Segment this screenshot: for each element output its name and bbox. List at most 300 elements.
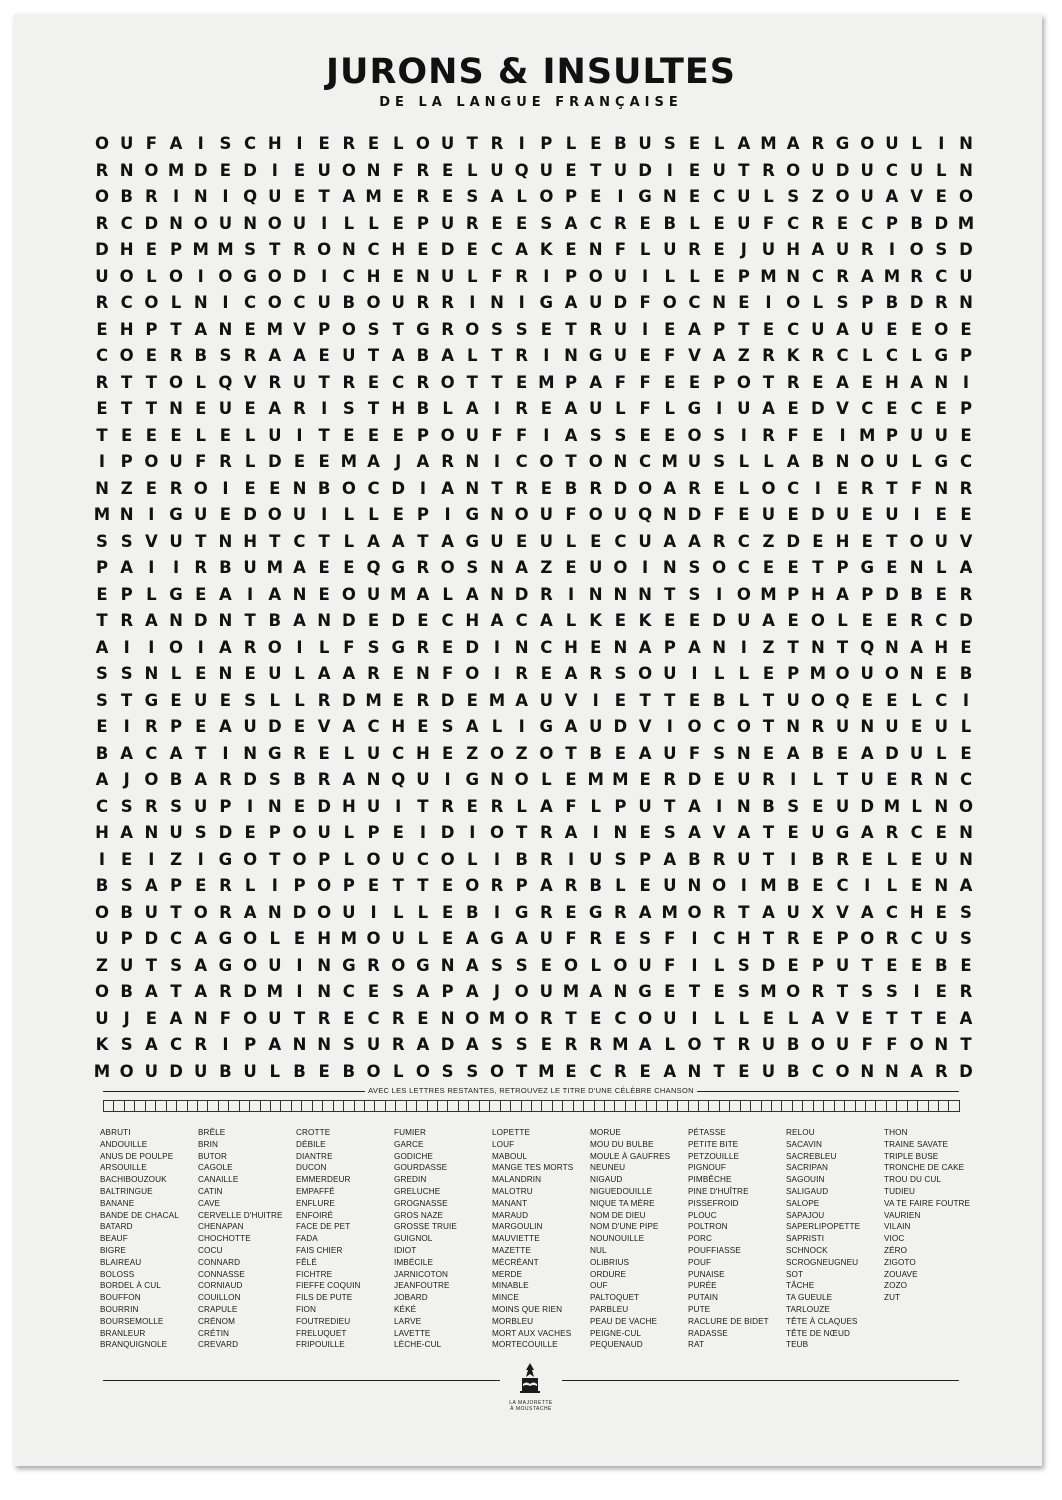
grid-letter: U: [243, 558, 257, 577]
grid-letter: R: [120, 611, 134, 630]
grid-letter: T: [417, 876, 429, 895]
grid-letter: T: [195, 531, 207, 551]
grid-letter: U: [761, 505, 776, 524]
grid-letter: F: [614, 372, 627, 392]
grid-letter: L: [516, 187, 527, 206]
grid-letter: E: [96, 717, 108, 736]
grid-row: [94, 134, 973, 161]
grid-letter: E: [713, 478, 725, 498]
word-list-item: JEANFOUTRE: [394, 1281, 450, 1291]
grid-letter: R: [391, 1008, 405, 1028]
grid-letter: L: [590, 796, 601, 816]
grid-letter: I: [691, 664, 698, 683]
grid-letter: N: [934, 372, 949, 392]
grid-letter: E: [417, 240, 429, 259]
grid-letter: L: [738, 1008, 750, 1028]
grid-letter: I: [197, 637, 204, 657]
grid-letter: S: [170, 796, 182, 816]
grid-letter: T: [96, 611, 108, 630]
grid-letter: R: [564, 876, 578, 895]
grid-letter: H: [391, 399, 406, 418]
word-list-item: FRIPOUILLE: [296, 1340, 345, 1350]
grid-letter: J: [395, 452, 402, 471]
grid-letter: S: [614, 425, 627, 445]
grid-letter: P: [170, 717, 183, 736]
grid-letter: U: [194, 1061, 208, 1081]
grid-letter: T: [812, 558, 824, 577]
word-list-item: FAIS CHIER: [296, 1245, 343, 1255]
grid-letter: O: [860, 452, 875, 471]
grid-letter: S: [688, 558, 701, 577]
word-list-item: PEQUENAUD: [590, 1340, 643, 1350]
grid-letter: O: [366, 849, 381, 869]
grid-letter: Q: [835, 690, 850, 710]
grid-letter: C: [861, 399, 874, 418]
word-list-item: TRIPLE BUSE: [884, 1151, 939, 1161]
grid-row: [94, 902, 972, 930]
grid-letter: E: [491, 213, 503, 233]
grid-letter: E: [441, 637, 454, 657]
grid-letter: A: [638, 1035, 652, 1054]
grid-letter: B: [762, 796, 775, 816]
grid-letter: C: [95, 796, 109, 816]
word-list-item: MALOTRU: [492, 1186, 533, 1196]
grid-letter: K: [539, 240, 553, 259]
grid-letter: Q: [218, 372, 233, 392]
grid-row: [98, 452, 973, 479]
grid-letter: E: [935, 505, 947, 524]
grid-letter: U: [835, 505, 850, 524]
grid-letter: U: [440, 213, 455, 233]
grid-letter: I: [790, 770, 797, 789]
grid-letter: U: [934, 717, 949, 736]
grid-letter: R: [145, 187, 158, 206]
grid-letter: L: [417, 929, 429, 948]
grid-letter: E: [664, 982, 676, 1001]
grid-letter: A: [663, 478, 677, 498]
grid-letter: N: [736, 743, 751, 763]
grid-letter: C: [169, 1035, 183, 1054]
grid-letter: P: [342, 876, 355, 895]
grid-letter: M: [266, 558, 283, 577]
grid-letter: V: [836, 399, 849, 418]
grid-letter: U: [663, 240, 677, 259]
grid-letter: F: [565, 796, 577, 816]
grid-letter: I: [123, 717, 130, 736]
grid-letter: O: [736, 372, 751, 392]
grid-letter: O: [341, 319, 356, 339]
grid-letter: S: [219, 346, 232, 365]
grid-letter: O: [193, 902, 208, 922]
word-list-item: PURÉE: [688, 1281, 717, 1291]
grid-letter: T: [318, 425, 330, 445]
grid-letter: E: [812, 372, 824, 392]
grid-letter: C: [935, 690, 948, 710]
grid-letter: H: [885, 372, 899, 392]
grid-letter: M: [957, 213, 975, 233]
grid-letter: T: [664, 796, 676, 816]
grid-letter: T: [195, 743, 207, 763]
word-list-item: SAPRISTI: [786, 1234, 825, 1244]
grid-letter: U: [712, 160, 726, 180]
grid-letter: C: [367, 1008, 380, 1028]
grid-letter: A: [712, 346, 726, 365]
grid-letter: E: [417, 717, 429, 736]
grid-letter: M: [538, 1061, 555, 1081]
grid-letter: A: [959, 558, 973, 577]
grid-letter: U: [761, 240, 776, 259]
grid-letter: O: [712, 876, 727, 895]
grid-letter: R: [219, 452, 232, 471]
grid-letter: S: [737, 982, 750, 1001]
grid-letter: B: [268, 611, 282, 630]
grid-letter: R: [490, 134, 504, 153]
grid-letter: E: [145, 478, 157, 498]
grid-letter: D: [193, 611, 208, 630]
grid-letter: E: [318, 346, 330, 365]
grid-letter: H: [119, 319, 134, 339]
grid-letter: E: [293, 929, 306, 948]
grid-letter: U: [613, 319, 628, 339]
grid-row: [95, 240, 973, 267]
grid-letter: A: [910, 637, 924, 657]
grid-letter: O: [391, 955, 406, 975]
grid-letter: A: [539, 876, 553, 895]
grid-letter: C: [244, 134, 257, 153]
grid-letter: E: [516, 372, 528, 392]
grid-letter: C: [120, 213, 133, 233]
grid-letter: E: [145, 240, 157, 259]
grid-letter: U: [860, 160, 874, 180]
grid-letter: R: [539, 584, 553, 604]
grid-letter: U: [835, 717, 850, 736]
grid-letter: I: [296, 955, 303, 975]
grid-letter: R: [441, 319, 454, 339]
grid-letter: P: [416, 425, 429, 445]
grid-letter: T: [269, 531, 281, 551]
word-list-item: ORDURE: [590, 1269, 627, 1279]
grid-letter: E: [219, 160, 232, 180]
grid-letter: S: [466, 187, 479, 206]
grid-letter: N: [885, 637, 899, 657]
grid-letter: E: [861, 505, 873, 524]
grid-letter: B: [935, 955, 948, 975]
grid-letter: G: [144, 690, 159, 710]
grid-letter: T: [762, 690, 775, 710]
grid-letter: N: [934, 876, 949, 895]
grid-letter: O: [267, 293, 282, 312]
grid-letter: E: [861, 1008, 873, 1028]
grid-letter: R: [293, 240, 306, 259]
word-list-item: CATIN: [198, 1186, 223, 1196]
grid-letter: N: [514, 637, 529, 657]
grid-letter: O: [613, 955, 628, 975]
grid-letter: C: [737, 531, 750, 551]
grid-letter: U: [440, 266, 455, 286]
word-list-item: ANUS DE POULPE: [100, 1151, 174, 1161]
grid-letter: L: [343, 743, 355, 763]
grid-letter: R: [934, 1061, 948, 1081]
grid-letter: D: [712, 611, 726, 630]
grid-letter: T: [269, 240, 281, 259]
grid-letter: O: [884, 664, 899, 683]
grid-letter: E: [392, 823, 404, 842]
grid-letter: U: [613, 266, 628, 286]
grid-letter: L: [615, 399, 626, 418]
grid-letter: N: [662, 558, 677, 577]
grid-letter: I: [493, 399, 501, 418]
grid-letter: I: [197, 849, 204, 869]
word-list-item: BOURRIN: [100, 1304, 139, 1314]
grid-letter: A: [293, 346, 306, 365]
grid-letter: E: [614, 611, 627, 630]
grid-letter: P: [170, 240, 183, 259]
grid-letter: U: [860, 319, 874, 339]
grid-letter: N: [317, 1035, 332, 1054]
grid-letter: H: [416, 743, 430, 763]
grid-letter: E: [935, 584, 947, 604]
grid-letter: E: [812, 876, 824, 895]
grid-letter: E: [590, 134, 602, 153]
grid-letter: E: [910, 849, 923, 869]
grid-letter: A: [515, 558, 529, 577]
grid-letter: A: [688, 319, 701, 339]
grid-letter: A: [120, 743, 134, 763]
grid-letter: N: [613, 452, 628, 471]
grid-letter: N: [465, 478, 480, 498]
grid-letter: O: [94, 134, 110, 153]
grid-letter: U: [292, 372, 307, 392]
grid-letter: O: [934, 319, 949, 339]
grid-letter: C: [713, 717, 726, 736]
grid-letter: E: [367, 611, 380, 630]
grid-letter: O: [736, 717, 751, 736]
grid-letter: P: [120, 929, 133, 948]
word-list-item: SALIGAUD: [786, 1186, 829, 1196]
grid-letter: B: [293, 1061, 306, 1081]
grid-letter: A: [342, 664, 356, 683]
grid-letter: E: [935, 823, 947, 842]
word-list-item: GROSSE TRUIE: [394, 1222, 457, 1232]
grid-letter: A: [342, 770, 356, 789]
grid-letter: O: [169, 372, 184, 392]
grid-letter: R: [416, 187, 430, 206]
grid-letter: M: [612, 770, 629, 789]
grid-letter: E: [195, 399, 207, 418]
grid-letter: N: [934, 770, 949, 789]
grid-letter: O: [638, 664, 653, 683]
grid-letter: A: [786, 743, 800, 763]
grid-letter: I: [567, 849, 575, 869]
grid-letter: N: [366, 160, 381, 180]
grid-letter: L: [861, 346, 873, 365]
word-list-item: SCROGNEUGNEU: [786, 1257, 859, 1267]
grid-letter: R: [811, 717, 825, 736]
word-list-item: PIMBÊCHE: [688, 1175, 732, 1185]
grid-letter: R: [885, 823, 899, 842]
grid-letter: L: [244, 876, 256, 895]
grid-letter: E: [960, 637, 972, 657]
grid-letter: E: [886, 770, 898, 789]
grid-letter: M: [859, 425, 876, 445]
grid-letter: U: [934, 531, 949, 551]
grid-letter: U: [737, 611, 751, 630]
grid-letter: I: [592, 823, 599, 842]
grid-letter: N: [218, 611, 233, 630]
grid-letter: R: [539, 823, 553, 842]
grid-letter: L: [689, 213, 700, 233]
grid-letter: U: [737, 187, 751, 206]
word-list-item: TÊTE DE NŒUD: [786, 1328, 850, 1338]
grid-letter: O: [292, 823, 307, 842]
grid-letter: E: [244, 823, 256, 842]
grid-letter: C: [861, 213, 874, 233]
grid-letter: U: [169, 823, 183, 842]
word-list-item: CERVELLE D'HUITRE: [198, 1210, 283, 1220]
grid-letter: U: [268, 664, 282, 683]
grid-letter: B: [120, 187, 133, 206]
grid-letter: N: [416, 664, 430, 683]
grid-letter: E: [318, 558, 330, 577]
grid-letter: I: [148, 849, 155, 869]
grid-letter: B: [416, 346, 430, 365]
grid-letter: S: [515, 1035, 528, 1054]
grid-letter: S: [614, 664, 627, 683]
grid-letter: L: [615, 876, 626, 895]
grid-row: [95, 293, 973, 320]
grid-letter: M: [93, 1061, 111, 1081]
grid-letter: E: [664, 611, 676, 630]
grid-letter: P: [959, 399, 973, 418]
grid-letter: S: [836, 293, 849, 312]
grid-letter: H: [391, 717, 406, 736]
word-list-item: BLAIREAU: [100, 1257, 142, 1267]
word-list-item: BRANLEUR: [100, 1328, 146, 1338]
word-list-item: FACE DE PET: [296, 1222, 351, 1232]
word-list-item: LOPETTE: [492, 1128, 531, 1137]
grid-letter: R: [169, 346, 183, 365]
grid-letter: U: [366, 584, 381, 604]
grid-letter: C: [836, 346, 849, 365]
grid-letter: I: [123, 637, 130, 657]
grid-letter: E: [392, 505, 404, 524]
grid-letter: L: [294, 664, 305, 683]
grid-letter: R: [367, 664, 380, 683]
grid-letter: H: [95, 823, 109, 842]
grid-letter: O: [712, 558, 727, 577]
grid-letter: N: [959, 823, 973, 842]
grid-letter: Q: [391, 770, 406, 789]
grid-letter: G: [638, 187, 652, 206]
grid-letter: R: [811, 346, 825, 365]
word-list-item: BANANE: [100, 1198, 135, 1208]
grid-letter: E: [219, 425, 232, 445]
grid-letter: N: [144, 823, 159, 842]
grid-letter: G: [860, 558, 875, 577]
grid-letter: R: [589, 664, 603, 683]
grid-letter: U: [539, 160, 554, 180]
grid-letter: L: [417, 902, 429, 922]
grid-letter: E: [96, 399, 108, 418]
grid-letter: S: [491, 1035, 503, 1054]
grid-letter: R: [959, 584, 973, 604]
grid-letter: N: [588, 584, 603, 604]
grid-letter: N: [292, 1035, 307, 1054]
grid-letter: E: [688, 690, 701, 710]
grid-letter: T: [886, 1008, 898, 1028]
grid-letter: U: [811, 319, 825, 339]
grid-letter: A: [737, 823, 751, 842]
grid-letter: U: [737, 399, 751, 418]
grid-letter: F: [639, 372, 651, 392]
word-list-item: BORDEL À CUL: [100, 1281, 161, 1291]
grid-row: [95, 160, 973, 188]
grid-letter: O: [564, 955, 579, 975]
word-list-item: MOU DU BULBE: [590, 1139, 654, 1149]
grid-letter: S: [491, 319, 503, 339]
grid-letter: A: [219, 637, 232, 657]
grid-letter: F: [910, 478, 923, 498]
grid-letter: F: [491, 266, 503, 286]
grid-letter: L: [467, 160, 478, 180]
grid-letter: N: [317, 982, 332, 1001]
grid-letter: N: [292, 478, 307, 498]
grid-letter: L: [763, 187, 774, 206]
grid-letter: T: [762, 372, 775, 392]
grid-letter: I: [962, 372, 970, 392]
grid-letter: O: [860, 929, 875, 948]
grid-letter: N: [613, 823, 628, 842]
grid-letter: C: [614, 1008, 627, 1028]
grid-letter: O: [366, 293, 381, 312]
word-list-item: KÉKÉ: [394, 1304, 417, 1314]
grid-letter: E: [195, 664, 207, 683]
word-list-item: NEUNEU: [590, 1163, 626, 1173]
grid-letter: I: [666, 717, 673, 736]
grid-letter: R: [539, 902, 553, 922]
grid-letter: N: [416, 266, 430, 286]
grid-letter: A: [317, 664, 331, 683]
grid-letter: T: [121, 372, 133, 392]
grid-letter: R: [367, 955, 380, 975]
grid-letter: C: [95, 346, 109, 365]
grid-letter: A: [737, 134, 751, 153]
grid-letter: E: [343, 425, 355, 445]
grid-letter: O: [588, 505, 603, 524]
grid-letter: N: [465, 452, 480, 471]
word-list-item: MORT AUX VACHES: [492, 1328, 572, 1338]
grid-letter: T: [565, 1008, 577, 1028]
grid-letter: I: [790, 849, 797, 869]
grid-letter: U: [613, 346, 628, 365]
grid-letter: A: [910, 1061, 924, 1081]
grid-letter: E: [516, 531, 528, 551]
grid-letter: L: [343, 505, 355, 524]
grid-letter: I: [296, 637, 303, 657]
word-list-item: FILS DE PUTE: [296, 1293, 353, 1303]
grid-letter: O: [465, 319, 480, 339]
grid-letter: E: [713, 266, 725, 286]
word-list-item: MAUVIETTE: [492, 1234, 540, 1244]
grid-letter: O: [267, 505, 282, 524]
grid-letter: A: [836, 319, 849, 339]
grid-letter: O: [835, 1061, 850, 1081]
grid-letter: I: [469, 293, 476, 312]
grid-letter: T: [762, 849, 775, 869]
grid-letter: E: [812, 796, 824, 816]
grid-letter: A: [589, 982, 603, 1001]
grid-letter: E: [343, 558, 355, 577]
